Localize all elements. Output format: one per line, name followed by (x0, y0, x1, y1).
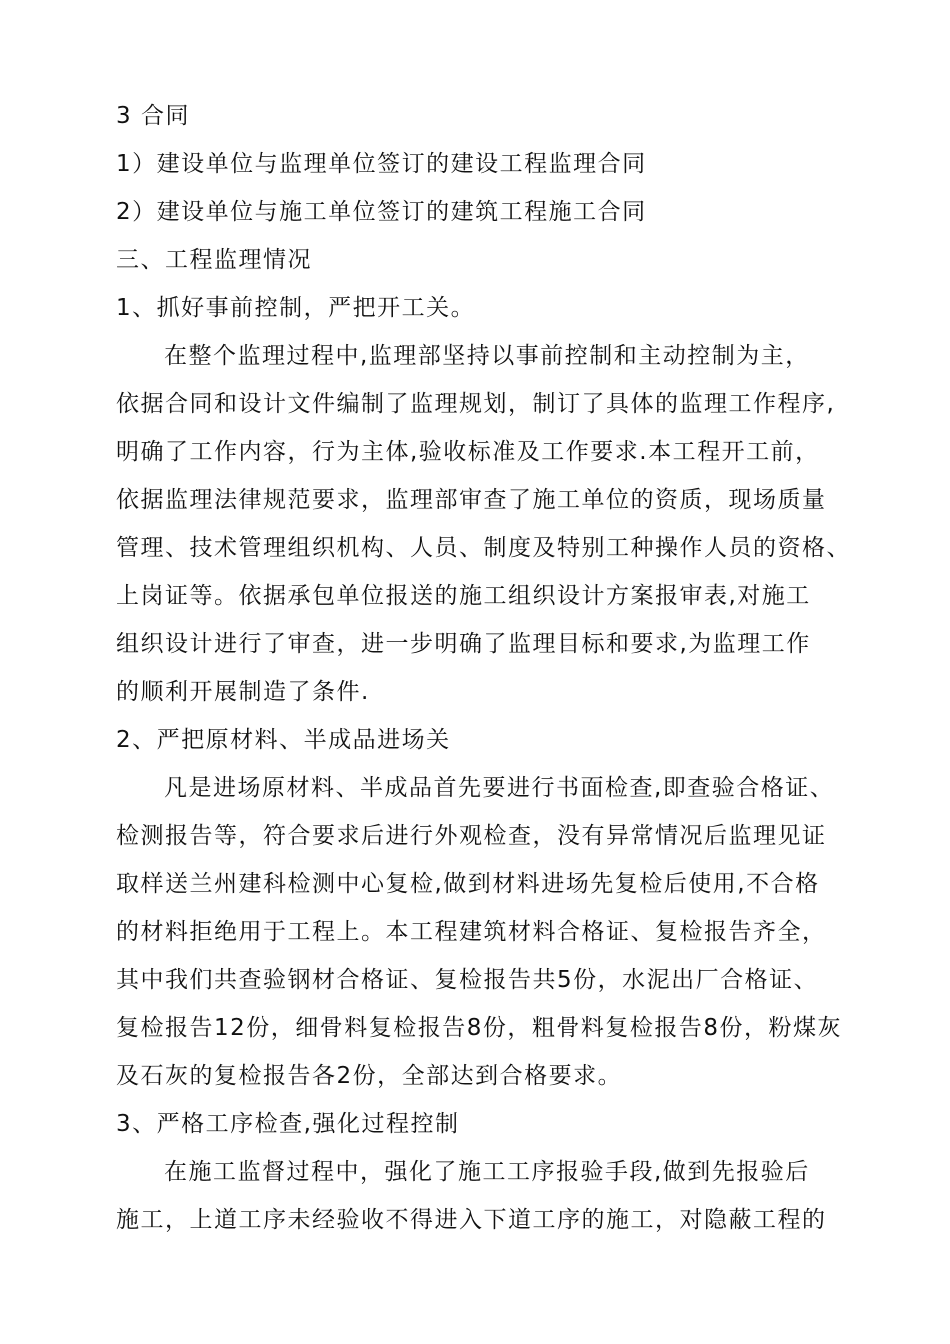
paragraph-3-line-2: 施工，上道工序未经验收不得进入下道工序的施工，对隐蔽工程的 (116, 1207, 827, 1233)
paragraph-1-line-8: 的顺利开展制造了条件. (116, 679, 370, 705)
paragraph-2-line-2: 检测报告等，符合要求后进行外观检查，没有异常情况后监理见证 (116, 823, 827, 849)
contract-item-1: 1）建设单位与监理单位签订的建设工程监理合同 (116, 151, 647, 177)
section-heading-contract: 3 合同 (116, 103, 190, 129)
subheading-3: 3、严格工序检查,强化过程控制 (116, 1111, 460, 1137)
paragraph-2-line-5: 其中我们共查验钢材合格证、复检报告共5份，水泥出厂合格证、 (116, 967, 819, 993)
paragraph-1-line-4: 依据监理法律规范要求，监理部审查了施工单位的资质，现场质量 (116, 487, 827, 513)
paragraph-2-line-3: 取样送兰州建科检测中心复检,做到材料进场先复检后使用,不合格 (116, 871, 820, 897)
paragraph-1-line-1: 在整个监理过程中,监理部坚持以事前控制和主动控制为主， (164, 343, 810, 369)
paragraph-1-line-6: 上岗证等。依据承包单位报送的施工组织设计方案报审表,对施工 (116, 583, 811, 609)
paragraph-2-line-1: 凡是进场原材料、半成品首先要进行书面检查,即查验合格证、 (164, 775, 835, 801)
contract-item-2: 2）建设单位与施工单位签订的建筑工程施工合同 (116, 199, 647, 225)
paragraph-1-line-7: 组织设计进行了审查，进一步明确了监理目标和要求,为监理工作 (116, 631, 811, 657)
paragraph-1-line-5: 管理、技术管理组织机构、人员、制度及特别工种操作人员的资格、 (116, 535, 851, 561)
paragraph-2-line-4: 的材料拒绝用于工程上。本工程建筑材料合格证、复检报告齐全， (116, 919, 827, 945)
paragraph-1-line-2: 依据合同和设计文件编制了监理规划，制订了具体的监理工作程序, (116, 391, 836, 417)
subheading-2: 2、严把原材料、半成品进场关 (116, 727, 451, 753)
chapter-heading-supervision: 三、工程监理情况 (116, 247, 312, 273)
paragraph-1-line-3: 明确了工作内容，行为主体,验收标准及工作要求.本工程开工前， (116, 439, 820, 465)
paragraph-2-line-7: 及石灰的复检报告各2份，全部达到合格要求。 (116, 1063, 623, 1089)
paragraph-2-line-6: 复检报告12份，细骨料复检报告8份，粗骨料复检报告8份，粉煤灰 (116, 1015, 843, 1041)
subheading-1: 1、抓好事前控制，严把开工关。 (116, 295, 476, 321)
paragraph-3-line-1: 在施工监督过程中，强化了施工工序报验手段,做到先报验后 (164, 1159, 810, 1185)
